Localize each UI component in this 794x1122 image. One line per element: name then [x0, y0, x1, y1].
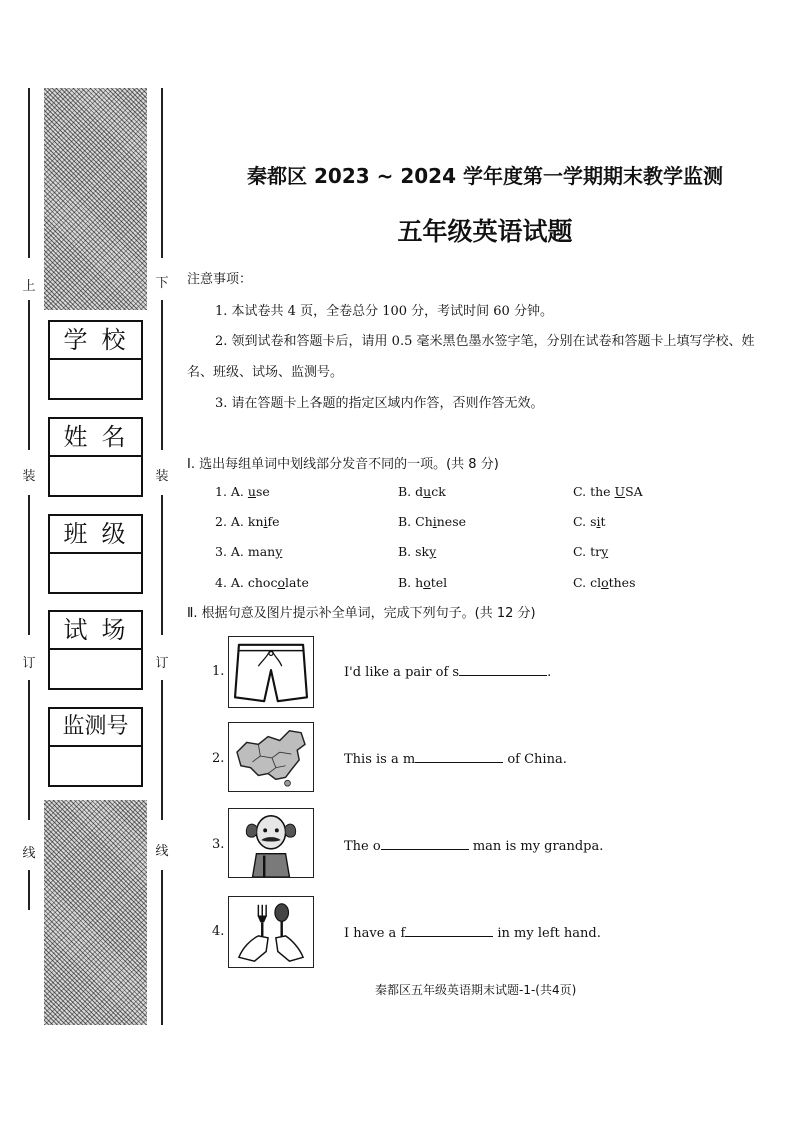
cut-label-left: 装 [18, 465, 40, 484]
name-label: 姓名 [50, 419, 141, 457]
item-number: 1. [212, 664, 225, 679]
binding-line [161, 680, 163, 820]
binding-line [28, 870, 30, 910]
note-item: 1. 本试卷共 4 页，全卷总分 100 分，考试时间 60 分钟。 [215, 304, 553, 319]
exam-title: 秦都区 2023 ~ 2024 学年度第一学期期末教学监测 [247, 164, 723, 188]
sentence-2: This is a m of China. [344, 752, 567, 767]
school-label: 学校 [50, 322, 141, 360]
option-b: B. duck [398, 484, 446, 499]
option-a: 3. A. many [215, 544, 283, 559]
sentence-1: I'd like a pair of s . [344, 665, 552, 680]
cut-label-left: 上 [18, 275, 40, 294]
cut-label-right: 订 [151, 652, 173, 671]
binding-line [161, 300, 163, 450]
fork-spoon-hands-icon [228, 896, 314, 968]
notes-block [187, 268, 787, 411]
note-item: 名、班级、试场、监测号。 [187, 365, 344, 380]
binding-line [161, 88, 163, 258]
section2-heading: Ⅱ. 根据句意及图片提示补全单词，完成下列句子。(共 12 分) [187, 606, 536, 621]
binding-line [28, 680, 30, 820]
page-footer: 秦都区五年级英语期末试题-1-(共4页) [375, 983, 577, 997]
school-box[interactable] [48, 320, 143, 400]
answer-blank[interactable] [459, 663, 547, 676]
option-a: 2. A. knife [215, 514, 280, 529]
old-man-icon [228, 808, 314, 878]
notes-heading: 注意事项： [187, 272, 253, 287]
option-b: B. sky [398, 544, 437, 559]
option-b: B. hotel [398, 575, 448, 590]
shorts-icon [228, 636, 314, 708]
exam-room-box[interactable] [48, 610, 143, 690]
option-a: 1. A. use [215, 484, 270, 499]
sentence-4: I have a f in my left hand. [344, 926, 601, 941]
option-b: B. Chinese [398, 514, 467, 529]
sentence-3: The o man is my grandpa. [344, 839, 604, 854]
note-item: 2. 领到试卷和答题卡后，请用 0.5 毫米黑色墨水签字笔，分别在试卷和答题卡上填写学校、姓 [215, 334, 755, 349]
class-label: 班级 [50, 516, 141, 554]
china-map-icon [228, 722, 314, 792]
option-a: 4. A. chocolate [215, 575, 309, 590]
exam-room-label: 试场 [50, 612, 141, 650]
answer-blank[interactable] [415, 750, 503, 763]
name-box[interactable] [48, 417, 143, 497]
option-c: C. clothes [573, 575, 636, 590]
monitor-number-box[interactable] [48, 707, 143, 787]
cut-label-left: 订 [18, 652, 40, 671]
cut-label-left: 线 [18, 842, 40, 861]
cut-label-right: 装 [151, 465, 173, 484]
binding-hatch-bottom [44, 800, 147, 1025]
option-c: C. the USA [573, 484, 643, 499]
option-c: C. sit [573, 514, 606, 529]
binding-line [161, 870, 163, 1025]
binding-line [28, 88, 30, 258]
monitor-number-label: 监测号 [50, 709, 141, 747]
note-item: 3. 请在答题卡上各题的指定区域内作答，否则作答无效。 [215, 396, 544, 411]
cut-label-right: 下 [151, 272, 173, 291]
binding-hatch-top [44, 88, 147, 310]
class-box[interactable] [48, 514, 143, 594]
section1-heading: Ⅰ. 选出每组单词中划线部分发音不同的一项。(共 8 分) [187, 457, 499, 472]
answer-blank[interactable] [405, 924, 493, 937]
cut-label-right: 线 [151, 840, 173, 859]
option-c: C. try [573, 544, 609, 559]
item-number: 2. [212, 751, 225, 766]
binding-line [28, 495, 30, 635]
binding-line [161, 495, 163, 635]
binding-line [28, 300, 30, 450]
item-number: 4. [212, 924, 225, 939]
exam-subtitle: 五年级英语试题 [397, 217, 573, 246]
answer-blank[interactable] [381, 837, 469, 850]
item-number: 3. [212, 837, 225, 852]
